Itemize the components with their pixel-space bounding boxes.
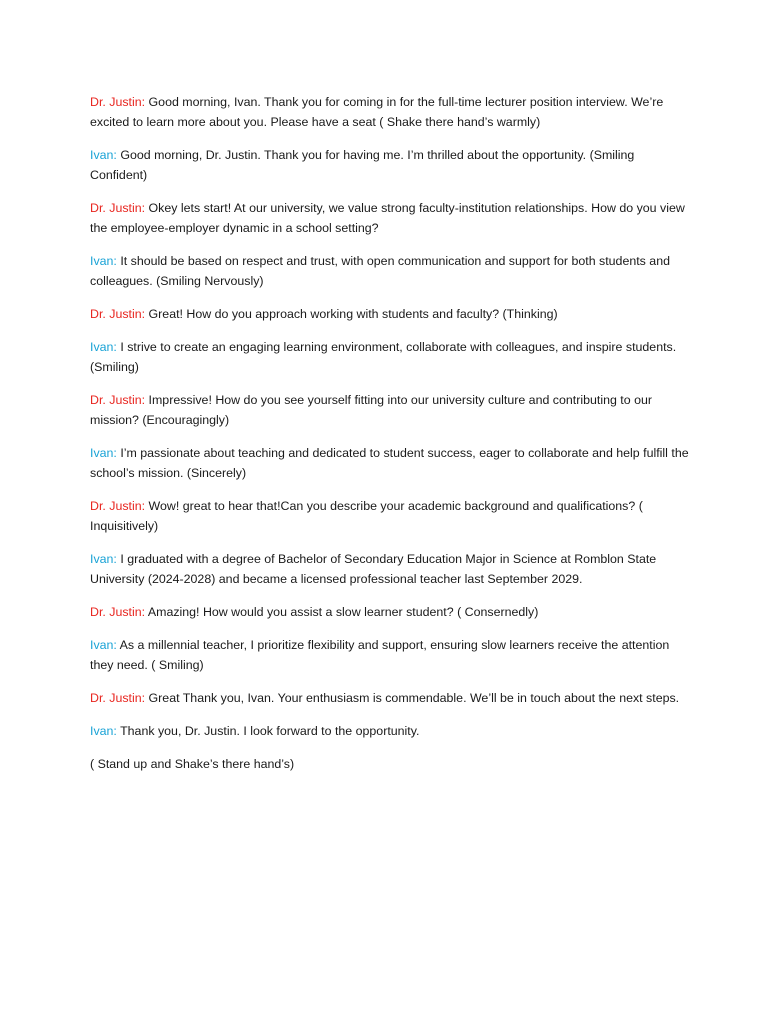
dialogue-text: Impressive! How do you see yourself fitting into our university culture and contributing to our mission? (Encouragingly) bbox=[90, 393, 652, 427]
dialogue-text: I’m passionate about teaching and dedicated to student success, eager to collaborate and help fulfill the school’s mission. (Sincerely) bbox=[90, 446, 689, 480]
dialogue-paragraph bbox=[90, 443, 690, 483]
speaker-label: Dr. Justin: bbox=[90, 307, 146, 321]
document-page bbox=[90, 92, 690, 787]
speaker-label: Ivan: bbox=[90, 340, 117, 354]
speaker-label: Ivan: bbox=[90, 638, 117, 652]
speaker-label: Ivan: bbox=[90, 148, 117, 162]
dialogue-text: Okey lets start! At our university, we value strong faculty-institution relationships. How do you view the employee-employer dynamic in a school setting? bbox=[90, 201, 685, 235]
dialogue-paragraph bbox=[90, 635, 690, 675]
speaker-label: Dr. Justin: bbox=[90, 201, 146, 215]
dialogue-paragraph bbox=[90, 390, 690, 430]
dialogue-paragraph bbox=[90, 92, 690, 132]
speaker-label: Ivan: bbox=[90, 446, 117, 460]
dialogue-text: Great Thank you, Ivan. Your enthusiasm is commendable. We’ll be in touch about the next steps. bbox=[145, 691, 680, 705]
dialogue-text: As a millennial teacher, I prioritize flexibility and support, ensuring slow learners receive the attention they need. ( Smiling) bbox=[90, 638, 670, 672]
dialogue-paragraph bbox=[90, 602, 690, 622]
stage-direction bbox=[90, 754, 690, 774]
dialogue-text: I graduated with a degree of Bachelor of Secondary Education Major in Science at Romblon State University (2024-2028) and became a licensed professional teacher last September 2029. bbox=[90, 552, 657, 586]
dialogue-paragraph bbox=[90, 688, 690, 708]
dialogue-text: Good morning, Ivan. Thank you for coming in for the full-time lecturer position interview. We’re excited to learn more about you. Please have a seat ( Shake there hand’s warmly) bbox=[90, 95, 664, 129]
speaker-label: Dr. Justin: bbox=[90, 95, 146, 109]
dialogue-text: Good morning, Dr. Justin. Thank you for having me. I’m thrilled about the opportunity. (Smiling Confident) bbox=[90, 148, 635, 182]
dialogue-text: Wow! great to hear that!Can you describe your academic background and qualifications? ( Inquisitively) bbox=[90, 499, 643, 533]
speaker-label: Ivan: bbox=[90, 724, 117, 738]
dialogue-paragraph bbox=[90, 337, 690, 377]
dialogue-text: Amazing! How would you assist a slow learner student? ( Consernedly) bbox=[145, 605, 539, 619]
speaker-label: Dr. Justin: bbox=[90, 499, 146, 513]
speaker-label: Dr. Justin: bbox=[90, 691, 146, 705]
speaker-label: Dr. Justin: bbox=[90, 605, 146, 619]
dialogue-paragraph bbox=[90, 198, 690, 238]
dialogue-paragraph bbox=[90, 721, 690, 741]
speaker-label: Ivan: bbox=[90, 254, 117, 268]
speaker-label: Dr. Justin: bbox=[90, 393, 146, 407]
dialogue-paragraph bbox=[90, 496, 690, 536]
dialogue-text: Thank you, Dr. Justin. I look forward to the opportunity. bbox=[116, 724, 420, 738]
dialogue-text: It should be based on respect and trust, with open communication and support for both students and colleagues. (Smiling Nervously) bbox=[90, 254, 670, 288]
speaker-label: Ivan: bbox=[90, 552, 117, 566]
dialogue-paragraph bbox=[90, 304, 690, 324]
dialogue-paragraph bbox=[90, 549, 690, 589]
dialogue-text: I strive to create an engaging learning environment, collaborate with colleagues, and inspire students. (Smiling) bbox=[90, 340, 677, 374]
stage-direction-text: ( Stand up and Shake’s there hand’s) bbox=[90, 757, 295, 771]
dialogue-text: Great! How do you approach working with students and faculty? (Thinking) bbox=[145, 307, 558, 321]
dialogue-paragraph bbox=[90, 251, 690, 291]
dialogue-paragraph bbox=[90, 145, 690, 185]
